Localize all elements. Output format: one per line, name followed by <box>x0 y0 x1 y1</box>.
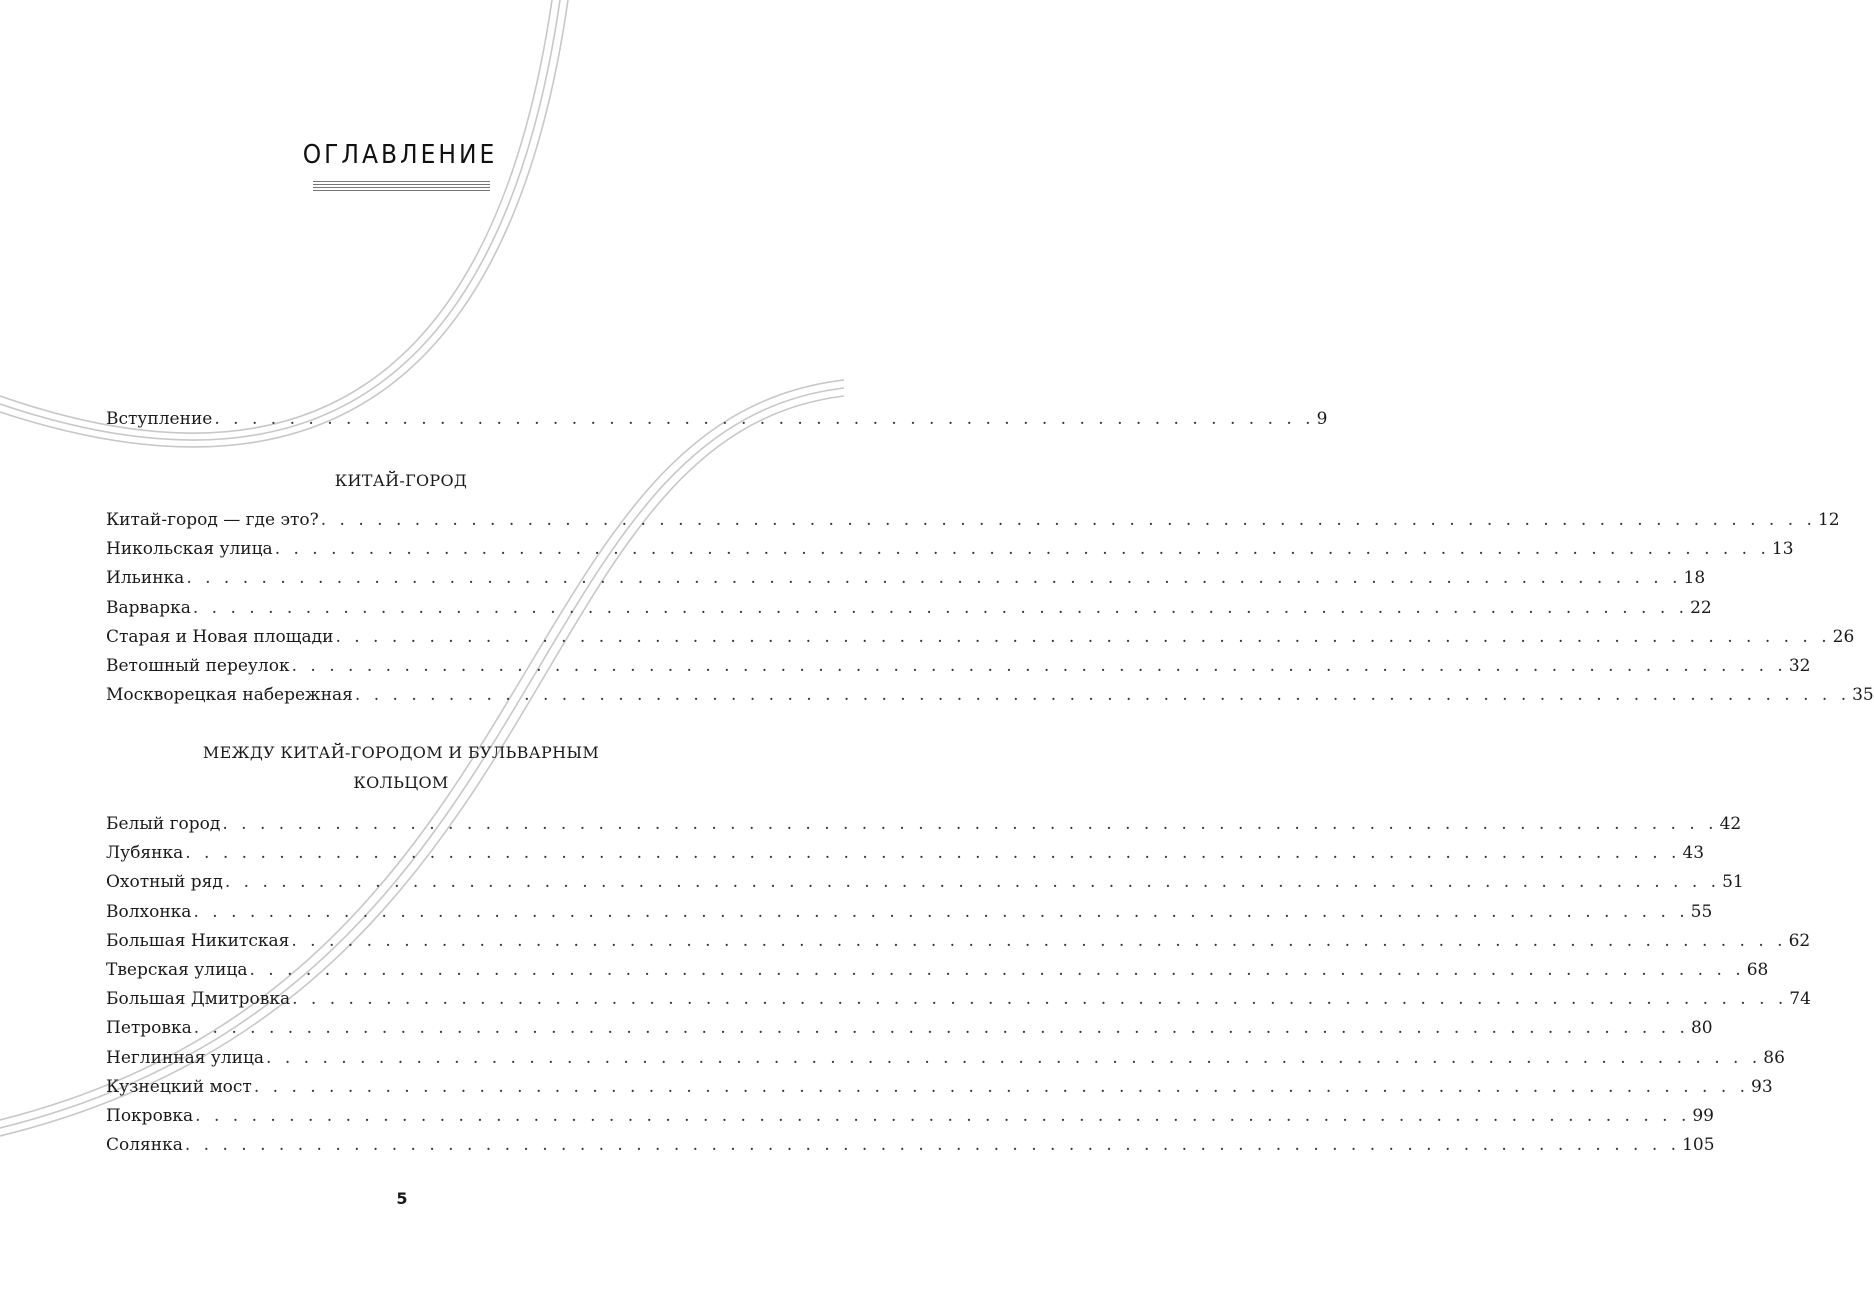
toc-entry-label: Солянка <box>106 1135 183 1156</box>
toc-entry[interactable] <box>106 986 1811 1012</box>
toc-entry-label: Ветошный переулок <box>106 656 290 676</box>
dot-leader: . . . . . . . . . . . . . . . . . . . . . . . . . . . . . . . . . . . . . . . . . . . . . . . . . . . . . . . . . . . . . . . . . . . . . . . . . . . . . . . . <box>292 989 1788 1010</box>
toc-page-number: 13 <box>1771 539 1794 560</box>
section-heading-line: КОЛЬЦОМ <box>353 773 449 792</box>
dot-leader: . . . . . . . . . . . . . . . . . . . . . . . . . . . . . . . . . . . . . . . . . . . . . . . . . . . . . . . . . . . . . . . . . . . . . . . . . . . . . . . . <box>185 843 1681 864</box>
toc-page-number: 62 <box>1788 930 1811 951</box>
toc-entry-label: Кузнецкий мост <box>106 1076 252 1097</box>
toc-entry[interactable] <box>106 928 1811 954</box>
dot-leader: . . . . . . . . . . . . . . . . . . . . . . . . . . . . . . . . . . . . . . . . . . . . . . . . . . . . . . . . . . . . . . . . . . . . . . . . . . . . . . . . <box>253 1076 1750 1097</box>
toc-entry-label: Варварка <box>106 597 191 618</box>
toc-page-number: 9 <box>1316 409 1328 429</box>
toc-entry-label: Лубянка <box>106 843 184 864</box>
toc-page-number: 105 <box>1682 1135 1715 1156</box>
toc-entry[interactable] <box>106 899 1713 925</box>
page-title: ОГЛАВЛЕНИЕ <box>302 140 498 170</box>
toc-page-number: 42 <box>1719 814 1742 834</box>
toc-entry[interactable] <box>106 957 1769 983</box>
section-heading-kitay-gorod <box>106 466 696 496</box>
toc-page-number: 12 <box>1817 510 1840 530</box>
toc-entry-label: Белый город <box>106 814 221 834</box>
toc-entry[interactable] <box>106 1074 1773 1100</box>
toc-page-number: 35 <box>1852 685 1874 706</box>
dot-leader: . . . . . . . . . . . . . . . . . . . . . . . . . . . . . . . . . . . . . . . . . . . . . . . . . . . . . . . . . . . . . . . . . . . . . . . . . . . . . . . . <box>195 1106 1691 1126</box>
toc-entry[interactable] <box>106 536 1794 562</box>
toc-entry-intro[interactable] <box>106 406 1328 432</box>
dot-leader: . . . . . . . . . . . . . . . . . . . . . . . . . . . . . . . . . . . . . . . . . . . . . . . . . . . . . . . . . . . . . . . . . . . . . . . . . . . . . . . . <box>291 930 1787 951</box>
toc-page-number: 74 <box>1789 989 1811 1010</box>
dot-leader: . . . . . . . . . . . . . . . . . . . . . . . . . . . . . . . . . . . . . . . . . . . . . . . . . . . . . . . . . . . . . . . . . . . . . . . . . . . . . . . . <box>354 685 1851 706</box>
toc-page-number: 55 <box>1690 901 1713 922</box>
toc-page-number: 99 <box>1692 1106 1714 1126</box>
dot-leader: . . . . . . . . . . . . . . . . . . . . . . . . . . . . . . . . . . . . . . . . . . . . . . . . . . . . . . . . . . . . . . . . . . . . . . . . . . . . . . . . <box>291 656 1787 676</box>
toc-entry-label: Москворецкая набережная <box>106 685 353 706</box>
toc-page-number: 26 <box>1832 626 1855 647</box>
toc-entry-label: Большая Никитская <box>106 930 290 951</box>
dot-leader: . . . . . . . . . . . . . . . . . . . . . . . . . . . . . . . . . . . . . . . . . . . . . . . . . . . . . . . . . . . . . . . . . . . . . . . . . . . . . . . . <box>224 872 1721 893</box>
toc-entry-label: Неглинная улица <box>106 1047 265 1068</box>
toc-entry-label: Китай-город — где это? <box>106 510 319 530</box>
title-underline <box>313 181 490 191</box>
toc-page-number: 93 <box>1751 1076 1773 1097</box>
toc-entry[interactable] <box>106 1045 1785 1071</box>
toc-entry[interactable] <box>106 1015 1713 1041</box>
dot-leader: . . . . . . . . . . . . . . . . . . . . . . . . . . . . . . . . . . . . . . . . . . . . . . . . . . . . . . . . . . . . . . . . . . . . . . . . . . . . . . . . <box>320 510 1816 530</box>
toc-entry[interactable] <box>106 1103 1714 1129</box>
toc-entry-label: Ильинка <box>106 568 185 589</box>
dot-leader: . . . . . . . . . . . . . . . . . . . . . . . . . . . . . . . . . . . . . . . . . . . . . . . . . . . . . . . . . . . . . . . . . . . . . . . . . . . . . . . . <box>274 539 1770 560</box>
toc-entry-label: Большая Дмитровка <box>106 989 291 1010</box>
toc-entry[interactable] <box>106 507 1840 533</box>
toc-entry[interactable] <box>106 624 1855 650</box>
toc-entry-label: Никольская улица <box>106 539 273 560</box>
dot-leader: . . . . . . . . . . . . . . . . . . . . . . . . . . . . . . . . . . . . . . . . . . . . . . . . . . . . . . . . . . . . . . . . . . . . . . . . . . . . . . . . <box>193 1018 1689 1039</box>
toc-entry-label: Старая и Новая площади <box>106 626 334 647</box>
toc-page-number: 43 <box>1682 843 1705 864</box>
toc-page-number: 51 <box>1722 872 1744 893</box>
toc-entry-label: Охотный ряд <box>106 872 223 893</box>
toc-entry[interactable] <box>106 565 1706 591</box>
toc-entry[interactable] <box>106 869 1744 895</box>
toc-entry-label: Вступление <box>106 409 213 429</box>
dot-leader: . . . . . . . . . . . . . . . . . . . . . . . . . . . . . . . . . . . . . . . . . . . . . . . . . . . . . . . . . . . . . . . . . . . . . . . . . . . . . . . . <box>222 814 1718 834</box>
toc-entry-label: Петровка <box>106 1018 192 1039</box>
dot-leader: . . . . . . . . . . . . . . . . . . . . . . . . . . . . . . . . . . . . . . . . . . . . . . . . . . . . . . . . . . . <box>214 409 1315 429</box>
toc-entry-label: Покровка <box>106 1106 194 1126</box>
toc-entry[interactable] <box>106 1132 1715 1158</box>
toc-page-number: 18 <box>1683 568 1706 589</box>
toc-entry[interactable] <box>106 653 1811 679</box>
toc-page-number: 32 <box>1788 656 1811 676</box>
toc-entry[interactable] <box>106 595 1712 621</box>
section-heading-between <box>106 738 696 798</box>
dot-leader: . . . . . . . . . . . . . . . . . . . . . . . . . . . . . . . . . . . . . . . . . . . . . . . . . . . . . . . . . . . . . . . . . . . . . . . . . . . . . . . . <box>193 901 1689 922</box>
toc-entry[interactable] <box>106 840 1705 866</box>
toc-entry[interactable] <box>106 682 1874 708</box>
toc-page-number: 86 <box>1763 1047 1785 1068</box>
section-heading-line: КИТАЙ-ГОРОД <box>334 471 468 490</box>
toc-entry[interactable] <box>106 811 1742 837</box>
dot-leader: . . . . . . . . . . . . . . . . . . . . . . . . . . . . . . . . . . . . . . . . . . . . . . . . . . . . . . . . . . . . . . . . . . . . . . . . . . . . . . . . <box>184 1135 1681 1156</box>
toc-entry-label: Тверская улица <box>106 960 248 980</box>
dot-leader: . . . . . . . . . . . . . . . . . . . . . . . . . . . . . . . . . . . . . . . . . . . . . . . . . . . . . . . . . . . . . . . . . . . . . . . . . . . . . . . . <box>266 1047 1762 1068</box>
page-number: 5 <box>396 1189 408 1208</box>
dot-leader: . . . . . . . . . . . . . . . . . . . . . . . . . . . . . . . . . . . . . . . . . . . . . . . . . . . . . . . . . . . . . . . . . . . . . . . . . . . . . . . . <box>249 960 1745 980</box>
toc-page-number: 68 <box>1746 960 1769 980</box>
toc-page-number: 22 <box>1690 597 1712 618</box>
toc-entry-label: Волхонка <box>106 901 192 922</box>
dot-leader: . . . . . . . . . . . . . . . . . . . . . . . . . . . . . . . . . . . . . . . . . . . . . . . . . . . . . . . . . . . . . . . . . . . . . . . . . . . . . . . . <box>192 597 1689 618</box>
toc-page-number: 80 <box>1690 1018 1713 1039</box>
dot-leader: . . . . . . . . . . . . . . . . . . . . . . . . . . . . . . . . . . . . . . . . . . . . . . . . . . . . . . . . . . . . . . . . . . . . . . . . . . . . . . . . <box>335 626 1831 647</box>
dot-leader: . . . . . . . . . . . . . . . . . . . . . . . . . . . . . . . . . . . . . . . . . . . . . . . . . . . . . . . . . . . . . . . . . . . . . . . . . . . . . . . . <box>186 568 1682 589</box>
section-heading-line: МЕЖДУ КИТАЙ-ГОРОДОМ И БУЛЬВАРНЫМ <box>202 743 600 762</box>
